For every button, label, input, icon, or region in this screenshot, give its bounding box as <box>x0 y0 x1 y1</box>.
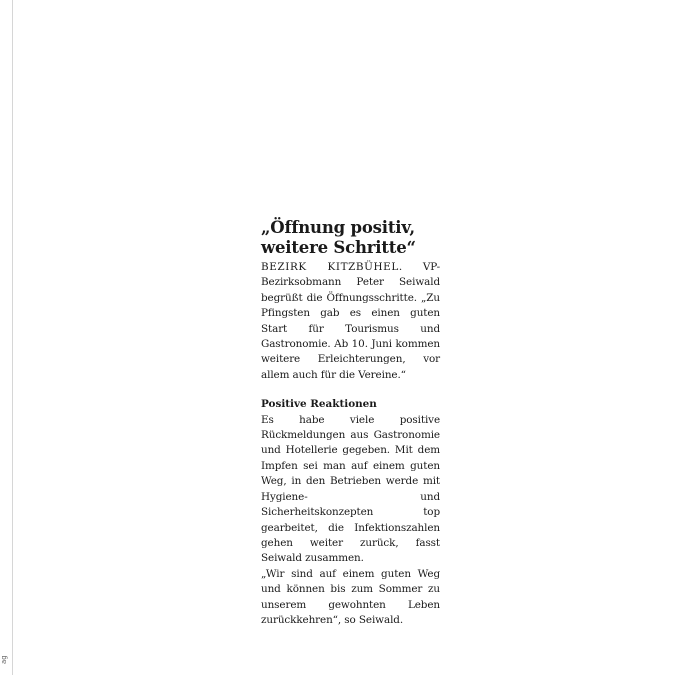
subheading: Positive Reaktionen <box>261 398 377 411</box>
paragraph-2: Es habe viele positive Rückmeldungen aus Gastronomie und Hotellerie gegeben. Mit dem Impfen sei man auf einem guten Weg, in den Betrieben werde mit Hygiene- und Sicherheitskonzepten top gearbeitet, die Infektionszahlen gehen weiter zurück, fasst Seiwald zusammen. <box>261 413 440 565</box>
headline <box>261 218 440 258</box>
margin-mark: ag <box>0 655 8 664</box>
headline-line-1: „Öffnung positiv, <box>261 218 415 237</box>
article <box>261 218 440 628</box>
paragraph-3: „Wir sind auf einem guten Weg und können bis zum Sommer zu unserem gewohnten Leben zurückkehren“, so Seiwald. <box>261 567 440 626</box>
lead-location: BEZIRK KITZBÜHEL. <box>261 261 403 273</box>
headline-line-2: weitere Schritte“ <box>261 238 416 257</box>
lead-paragraph <box>261 260 440 383</box>
lead-text: VP-Bezirksobmann Peter Seiwald begrüßt die Öffnungsschritte. „Zu Pfingsten gab es einen guten Start für Tourismus und Gastronomie. Ab 10. Juni kommen weitere Erleichterungen, vor allem auch für die Vereine.“ <box>261 261 440 381</box>
page-edge-line <box>12 0 13 675</box>
